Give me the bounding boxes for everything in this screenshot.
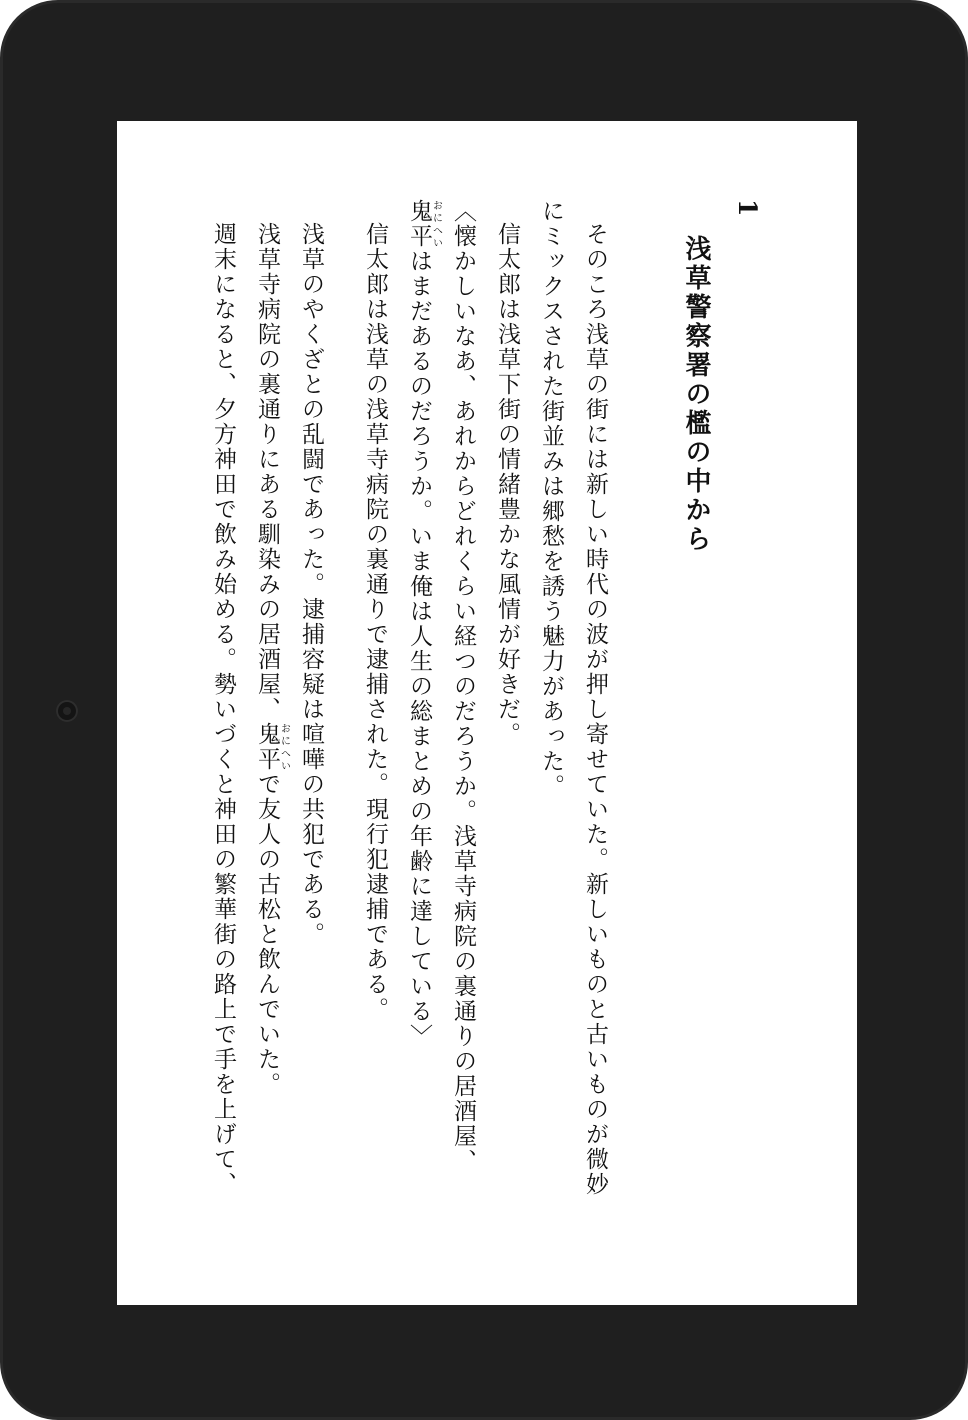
paragraph: 浅草のやくざとの乱闘であった。逮捕容疑は喧嘩の共犯である。: [298, 222, 324, 947]
reader-screen[interactable]: [117, 121, 857, 1305]
chapter-number: 1: [733, 199, 762, 219]
chapter-title: 浅草警察署の檻の中から: [681, 235, 711, 554]
paragraph: 浅草寺病院の裏通りにある馴染みの居酒屋、鬼平おにへいで友人の古松と飲んでいた。: [254, 222, 290, 1097]
paragraph: 信太郎は浅草下街の情緒豊かな風情が好きだ。: [494, 222, 520, 747]
paragraph: 〈懐かしいなあ、あれからどれくらい経つのだろうか。浅草寺病院の裏通りの居酒屋、鬼平おにへいはまだあるのだろうか。いま俺は人生の総まとめの年齢に達している〉: [406, 199, 476, 1174]
paragraph: 週末になると、夕方神田で飲み始める。勢いづくと神田の繁華街の路上で手を上げて、: [210, 222, 236, 1197]
page-text: [201, 199, 767, 1209]
camera-icon: [56, 700, 78, 722]
ruby-text: 鬼平おにへい: [406, 199, 442, 249]
paragraph: 信太郎は浅草の浅草寺病院の裏通りで逮捕された。現行犯逮捕である。: [362, 222, 388, 1022]
paragraph: そのころ浅草の街には新しい時代の波が押し寄せていた。新しいものと古いものが微妙にミックスされた街並みは郷愁を誘う魅力があった。: [538, 199, 608, 1197]
ruby-text: 鬼平おにへい: [254, 722, 290, 772]
